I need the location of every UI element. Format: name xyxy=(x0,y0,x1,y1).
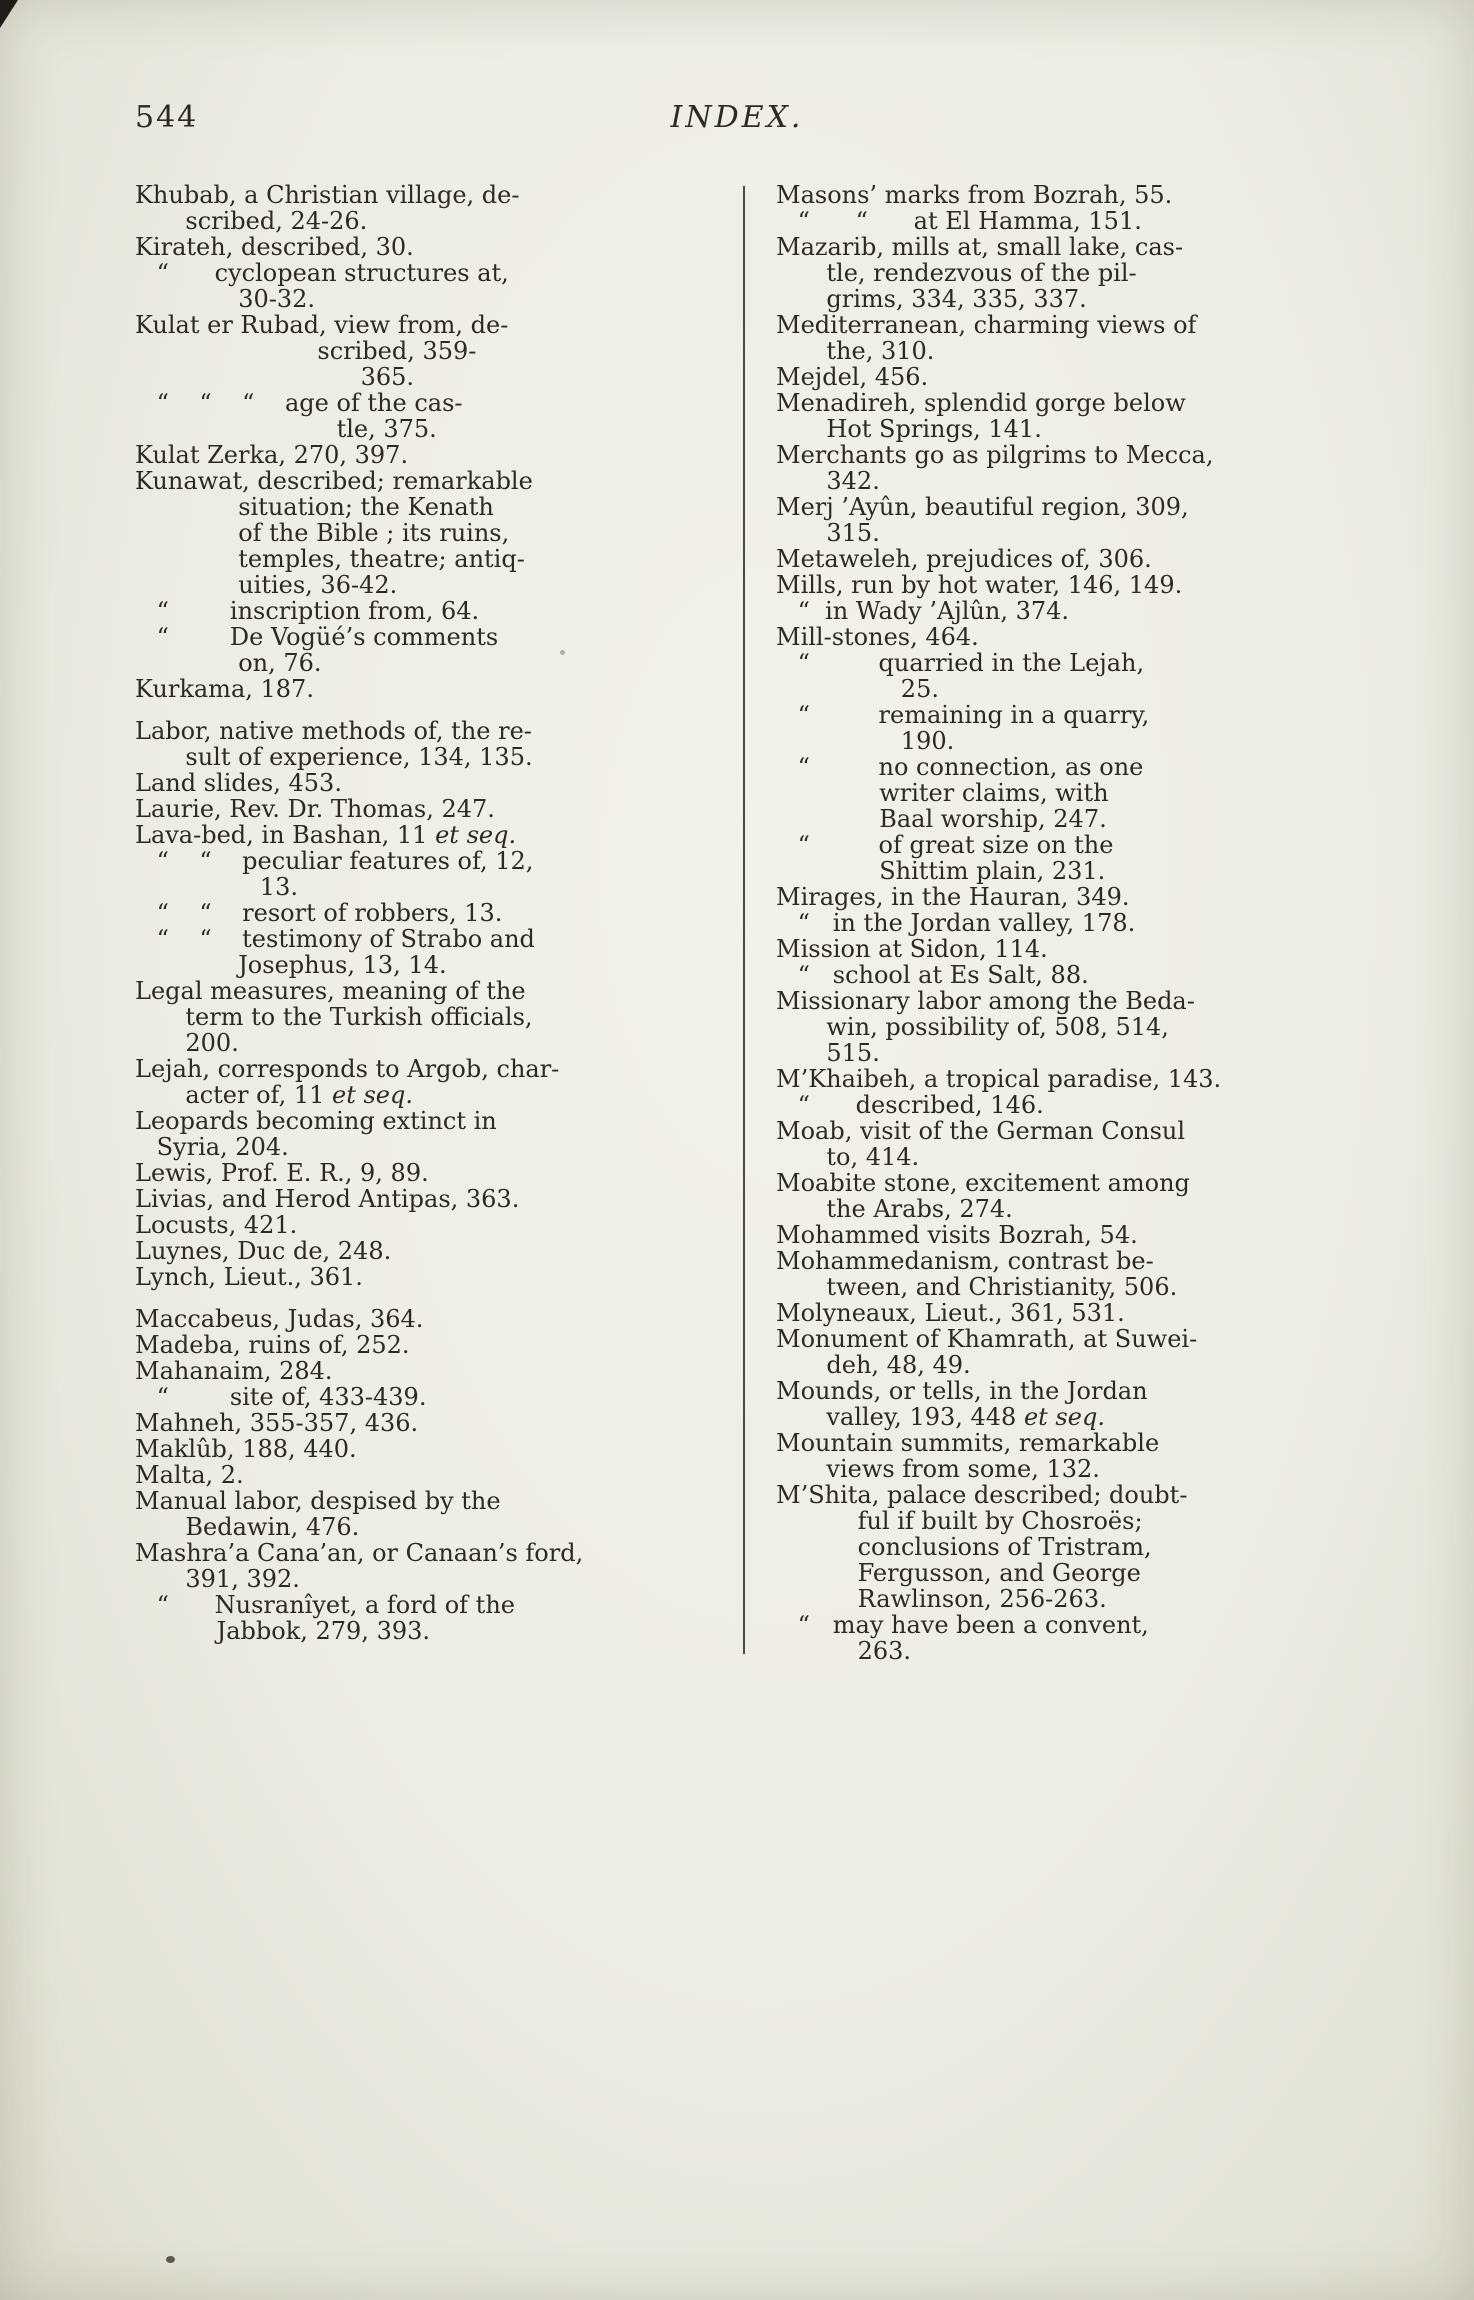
index-line: “ “ “ age of the cas- xyxy=(156,389,463,417)
index-line: Livias, and Herod Antipas, 363. xyxy=(135,1185,520,1213)
index-line: Madeba, ruins of, 252. xyxy=(135,1331,410,1359)
index-line: Baal worship, 247. xyxy=(879,805,1107,833)
index-line: 200. xyxy=(185,1029,239,1057)
column-left xyxy=(135,182,710,1664)
index-line: “ De Vogüé’s comments xyxy=(156,623,499,651)
index-line: Metaweleh, prejudices of, 306. xyxy=(776,545,1152,573)
index-line: on, 76. xyxy=(238,649,322,677)
index-line: 365. xyxy=(360,363,415,391)
index-line: deh, 48, 49. xyxy=(826,1351,971,1379)
index-line: 315. xyxy=(826,519,880,547)
column-divider xyxy=(743,186,745,1654)
index-line: Leopards becoming extinct in xyxy=(135,1107,497,1135)
index-line: tween, and Christianity, 506. xyxy=(826,1273,1178,1301)
index-line: win, possibility of, 508, 514, xyxy=(826,1013,1169,1041)
index-line: Kulat Zerka, 270, 397. xyxy=(135,441,409,469)
column-right xyxy=(776,182,1346,1664)
index-line: Kirateh, described, 30. xyxy=(135,233,414,261)
index-line: sult of experience, 134, 135. xyxy=(185,743,533,771)
index-line: Land slides, 453. xyxy=(135,769,342,797)
index-line: “ “ at El Hamma, 151. xyxy=(797,207,1142,235)
index-line: Molyneaux, Lieut., 361, 531. xyxy=(776,1299,1125,1327)
index-line: views from some, 132. xyxy=(826,1455,1100,1483)
index-line: Syria, 204. xyxy=(156,1133,289,1161)
index-line: Hot Springs, 141. xyxy=(826,415,1042,443)
index-line: M’Khaibeh, a tropical paradise, 143. xyxy=(776,1065,1222,1093)
index-line: Fergusson, and George xyxy=(857,1559,1141,1587)
index-line: “ “ peculiar features of, 12, xyxy=(156,847,534,875)
index-line: Maklûb, 188, 440. xyxy=(135,1435,357,1463)
index-line: Lejah, corresponds to Argob, char- xyxy=(135,1055,560,1083)
index-line: 190. xyxy=(900,727,955,755)
index-line: Jabbok, 279, 393. xyxy=(216,1617,431,1645)
index-line: writer claims, with xyxy=(879,779,1109,807)
index-line: 342. xyxy=(826,467,880,495)
index-line: Mission at Sidon, 114. xyxy=(776,935,1048,963)
index-line: tle, rendezvous of the pil- xyxy=(826,259,1137,287)
page-title: INDEX. xyxy=(670,100,804,135)
page-number: 544 xyxy=(135,100,199,135)
index-line: “ site of, 433-439. xyxy=(156,1383,427,1411)
index-line: Lava-bed, in Bashan, 11 et seq. xyxy=(135,821,517,849)
index-line: “ school at Es Salt, 88. xyxy=(797,961,1089,989)
index-line: grims, 334, 335, 337. xyxy=(826,285,1087,313)
index-line: Mashra’a Cana’an, or Canaan’s ford, xyxy=(135,1539,584,1567)
scan-speck xyxy=(560,650,565,655)
index-line: Mazarib, mills at, small lake, cas- xyxy=(776,233,1184,261)
index-line: 391, 392. xyxy=(185,1565,300,1593)
index-line: “ no connection, as one xyxy=(797,753,1144,781)
index-line: “ may have been a convent, xyxy=(797,1611,1149,1639)
index-line: ful if built by Chosroës; xyxy=(857,1507,1143,1535)
index-line: tle, 375. xyxy=(336,415,437,443)
index-line: “ quarried in the Lejah, xyxy=(797,649,1145,677)
index-line: Missionary labor among the Beda- xyxy=(776,987,1195,1015)
index-line: Malta, 2. xyxy=(135,1461,244,1489)
index-line: the, 310. xyxy=(826,337,935,365)
index-line: Josephus, 13, 14. xyxy=(238,951,447,979)
index-line: Merchants go as pilgrims to Mecca, xyxy=(776,441,1214,469)
index-line: Menadireh, splendid gorge below xyxy=(776,389,1186,417)
index-line: Masons’ marks from Bozrah, 55. xyxy=(776,181,1173,209)
index-line: Kunawat, described; remarkable xyxy=(135,467,533,495)
index-line: 263. xyxy=(857,1637,912,1665)
index-line: 30-32. xyxy=(238,285,316,313)
index-line: Manual labor, despised by the xyxy=(135,1487,501,1515)
index-line: Laurie, Rev. Dr. Thomas, 247. xyxy=(135,795,495,823)
scan-speck xyxy=(166,2256,175,2263)
section-gap xyxy=(135,702,710,718)
index-line: conclusions of Tristram, xyxy=(857,1533,1152,1561)
index-line: Mahneh, 355-357, 436. xyxy=(135,1409,419,1437)
index-line: Locusts, 421. xyxy=(135,1211,298,1239)
index-line: to, 414. xyxy=(826,1143,920,1171)
index-line: valley, 193, 448 et seq. xyxy=(826,1403,1105,1431)
index-line: Kurkama, 187. xyxy=(135,675,314,703)
index-line: 13. xyxy=(259,873,298,901)
index-line: Mohammed visits Bozrah, 54. xyxy=(776,1221,1138,1249)
index-line: Mediterranean, charming views of xyxy=(776,311,1197,339)
index-line: “ in Wady ’Ajlûn, 374. xyxy=(797,597,1070,625)
index-line: Merj ’Ayûn, beautiful region, 309, xyxy=(776,493,1189,521)
index-line: Lynch, Lieut., 361. xyxy=(135,1263,363,1291)
index-line: Labor, native methods of, the re- xyxy=(135,717,532,745)
index-line: 515. xyxy=(826,1039,880,1067)
section-gap xyxy=(135,1290,710,1306)
index-line: Rawlinson, 256-263. xyxy=(857,1585,1107,1613)
index-line: scribed, 24-26. xyxy=(185,207,368,235)
index-line: Moab, visit of the German Consul xyxy=(776,1117,1186,1145)
index-line: uities, 36-42. xyxy=(238,571,398,599)
index-line: Mirages, in the Hauran, 349. xyxy=(776,883,1130,911)
index-line: “ of great size on the xyxy=(797,831,1114,859)
index-line: Lewis, Prof. E. R., 9, 89. xyxy=(135,1159,429,1187)
index-line: of the Bible ; its ruins, xyxy=(238,519,510,547)
index-columns xyxy=(135,182,1474,1664)
index-line: “ described, 146. xyxy=(797,1091,1044,1119)
index-line: M’Shita, palace described; doubt- xyxy=(776,1481,1188,1509)
index-line: Maccabeus, Judas, 364. xyxy=(135,1305,424,1333)
index-line: term to the Turkish officials, xyxy=(185,1003,533,1031)
index-line: Monument of Khamrath, at Suwei- xyxy=(776,1325,1198,1353)
index-line: temples, theatre; antiq- xyxy=(238,545,525,573)
index-line: situation; the Kenath xyxy=(238,493,494,521)
index-line: Mahanaim, 284. xyxy=(135,1357,333,1385)
index-line: Mounds, or tells, in the Jordan xyxy=(776,1377,1148,1405)
index-line: Legal measures, meaning of the xyxy=(135,977,526,1005)
index-line: “ “ testimony of Strabo and xyxy=(156,925,535,953)
index-line: Mejdel, 456. xyxy=(776,363,929,391)
scan-artifact-corner xyxy=(0,0,18,28)
index-line: acter of, 11 et seq. xyxy=(185,1081,413,1109)
index-line: Mohammedanism, contrast be- xyxy=(776,1247,1154,1275)
index-line: “ inscription from, 64. xyxy=(156,597,480,625)
index-line: Luynes, Duc de, 248. xyxy=(135,1237,392,1265)
page-header xyxy=(0,100,1474,146)
index-line: Mill-stones, 464. xyxy=(776,623,979,651)
index-line: Shittim plain, 231. xyxy=(879,857,1106,885)
index-line: Mills, run by hot water, 146, 149. xyxy=(776,571,1183,599)
index-line: “ in the Jordan valley, 178. xyxy=(797,909,1136,937)
index-line: Mountain summits, remarkable xyxy=(776,1429,1160,1457)
index-line: scribed, 359- xyxy=(317,337,477,365)
index-line: “ Nusranîyet, a ford of the xyxy=(156,1591,515,1619)
index-line: “ cyclopean structures at, xyxy=(156,259,509,287)
index-line: Kulat er Rubad, view from, de- xyxy=(135,311,509,339)
index-line: Khubab, a Christian village, de- xyxy=(135,181,520,209)
index-line: the Arabs, 274. xyxy=(826,1195,1013,1223)
index-line: “ “ resort of robbers, 13. xyxy=(156,899,503,927)
index-line: Bedawin, 476. xyxy=(185,1513,360,1541)
index-line: Moabite stone, excitement among xyxy=(776,1169,1190,1197)
index-line: “ remaining in a quarry, xyxy=(797,701,1150,729)
index-line: 25. xyxy=(900,675,939,703)
